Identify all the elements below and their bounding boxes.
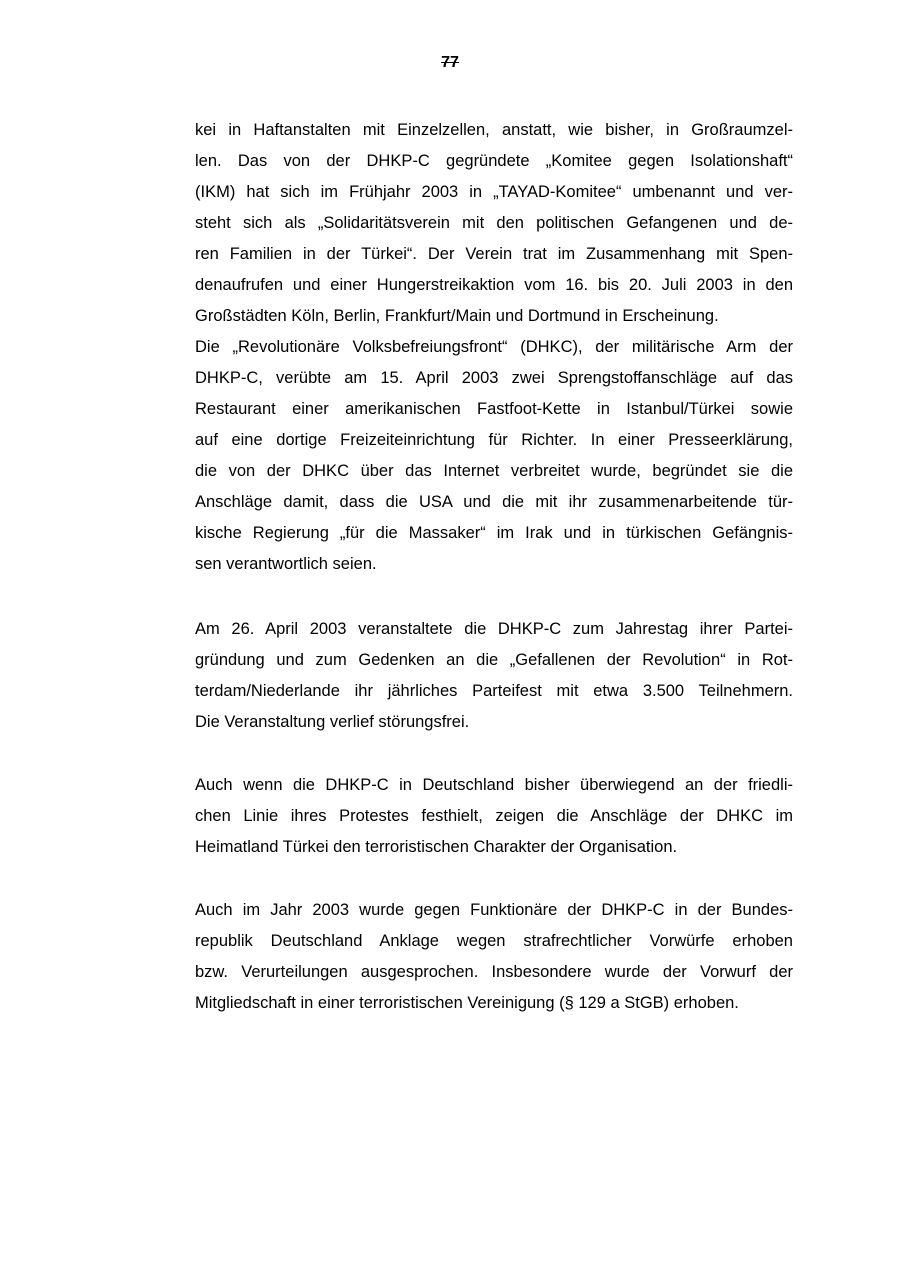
text-line: steht sich als „Solidaritätsverein mit den politischen Gefangenen und de- [195, 214, 793, 232]
text-line: gründung und zum Gedenken an die „Gefallenen der Revolution“ in Rot- [195, 651, 793, 669]
text-line: Am 26. April 2003 veranstaltete die DHKP-C zum Jahrestag ihrer Partei- [195, 620, 793, 638]
text-line: Anschläge damit, dass die USA und die mit ihr zusammenarbeitende tür- [195, 493, 793, 511]
text-line: Die Veranstaltung verlief störungsfrei. [195, 713, 470, 731]
text-line: Heimatland Türkei den terroristischen Charakter der Organisation. [195, 838, 678, 856]
text-line: (IKM) hat sich im Frühjahr 2003 in „TAYAD-Komitee“ umbenannt und ver- [195, 183, 793, 201]
paragraph-1 [195, 115, 793, 332]
text-line: Großstädten Köln, Berlin, Frankfurt/Main und Dortmund in Erscheinung. [195, 307, 719, 325]
paragraph-5 [195, 895, 793, 1019]
text-line: kische Regierung „für die Massaker“ im Irak und in türkischen Gefängnis- [195, 524, 793, 542]
paragraph-2 [195, 332, 793, 580]
text-line: Auch wenn die DHKP-C in Deutschland bisher überwiegend an der friedli- [195, 776, 793, 794]
text-line: len. Das von der DHKP-C gegründete „Komitee gegen Isolationshaft“ [195, 152, 793, 170]
text-line: Die „Revolutionäre Volksbefreiungsfront“ (DHKC), der militärische Arm der [195, 338, 793, 356]
text-line: auf eine dortige Freizeiteinrichtung für Richter. In einer Presseerklärung, [195, 431, 793, 449]
text-line: Restaurant einer amerikanischen Fastfoot-Kette in Istanbul/Türkei sowie [195, 400, 793, 418]
text-line: chen Linie ihres Protestes festhielt, zeigen die Anschläge der DHKC im [195, 807, 793, 825]
text-line: kei in Haftanstalten mit Einzelzellen, anstatt, wie bisher, in Großraumzel- [195, 121, 793, 139]
text-line: Mitgliedschaft in einer terroristischen Vereinigung (§ 129 a StGB) erhoben. [195, 994, 739, 1012]
text-line: terdam/Niederlande ihr jährliches Parteifest mit etwa 3.500 Teilnehmern. [195, 682, 793, 700]
text-line: Auch im Jahr 2003 wurde gegen Funktionäre der DHKP-C in der Bundes- [195, 901, 793, 919]
paragraph-3 [195, 614, 793, 738]
text-line: bzw. Verurteilungen ausgesprochen. Insbesondere wurde der Vorwurf der [195, 963, 793, 981]
text-line: ren Familien in der Türkei“. Der Verein trat im Zusammenhang mit Spen- [195, 245, 793, 263]
page-number: 77 [441, 54, 459, 71]
text-line: denaufrufen und einer Hungerstreikaktion vom 16. bis 20. Juli 2003 in den [195, 276, 793, 294]
paragraph-4 [195, 770, 793, 863]
text-line: republik Deutschland Anklage wegen strafrechtlicher Vorwürfe erhoben [195, 932, 793, 950]
text-line: die von der DHKC über das Internet verbreitet wurde, begründet sie die [195, 462, 793, 480]
text-line: sen verantwortlich seien. [195, 555, 377, 573]
text-line: DHKP-C, verübte am 15. April 2003 zwei Sprengstoffanschläge auf das [195, 369, 793, 387]
